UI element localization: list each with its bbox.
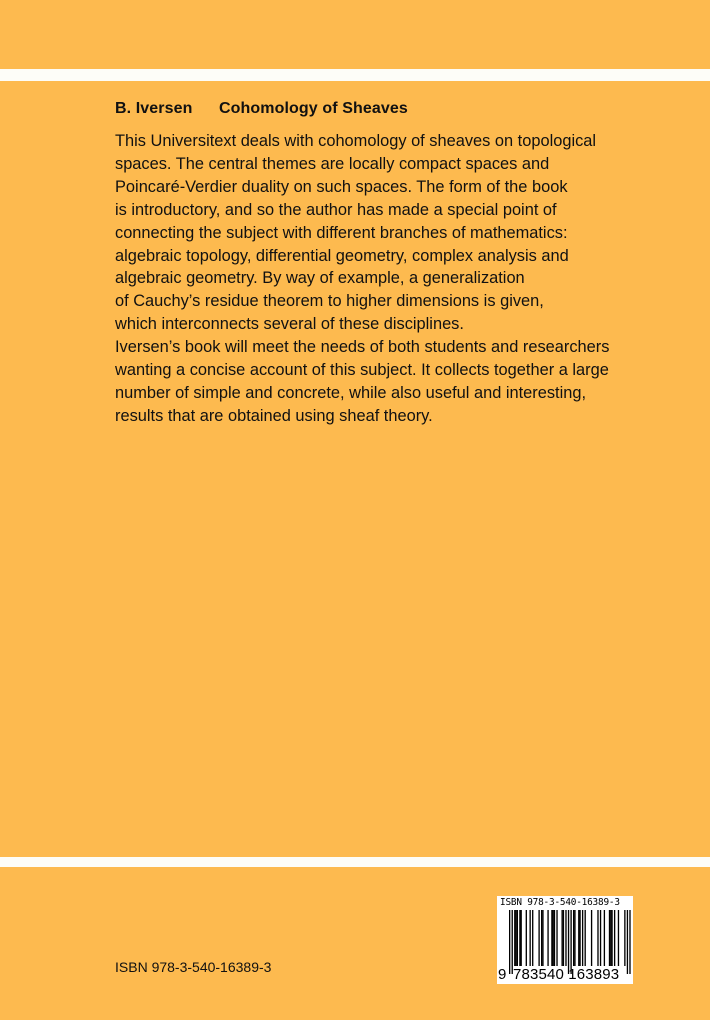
author-name: B. Iversen [115,100,193,117]
barcode-bar [551,910,552,966]
barcode-bar [597,910,598,966]
blurb-line: Poincaré-Verdier duality on such spaces. The form of the book [115,177,568,196]
barcode-bar [574,910,575,966]
barcode-first-digit: 9 [498,966,507,983]
barcode-bar [585,910,586,966]
barcode-bar [532,910,533,966]
barcode-bar [556,910,557,966]
barcode-bar [541,910,542,966]
barcode-bar [629,910,630,974]
blurb-line: number of simple and concrete, while also useful and interesting, [115,383,587,402]
blurb-line: connecting the subject with different branches of mathematics: [115,223,568,242]
barcode-bar [519,910,520,966]
barcode-bar [627,910,628,974]
barcode-bar [573,910,574,966]
blurb-text [115,130,675,428]
barcode-bar [582,910,583,966]
barcode-bar [514,910,515,966]
barcode-bar [521,910,522,966]
barcode-bar [624,910,625,966]
barcode-bar [578,910,579,966]
barcode-bar [591,910,592,966]
barcode-box [497,896,633,984]
barcode-bar [526,910,527,966]
barcode-bar [604,910,605,966]
barcode-bar [611,910,612,966]
blurb-line: This Universitext deals with cohomology of sheaves on topological [115,132,597,150]
blurb-line: of Cauchy’s residue theorem to higher dimensions is given, [115,292,544,311]
blurb-line: spaces. The central themes are locally compact spaces and [115,154,550,173]
barcode-bar [517,910,518,966]
barcode-bar [538,910,539,966]
barcode-digits: 783540 163893 [513,966,620,983]
barcode-bar [568,910,569,974]
barcode-bar [529,910,530,966]
barcode-bar [515,910,516,966]
blurb-line: is introductory, and so the author has made a special point of [115,200,557,219]
barcode-isbn-label: ISBN 978-3-540-16389-3 [500,897,620,908]
blurb-line: algebraic topology, differential geometry, complex analysis and [115,246,569,265]
blurb-line: wanting a concise account of this subject. It collects together a large [115,361,609,380]
bottom-stripe [0,857,710,867]
barcode-bar [561,910,562,966]
barcode-bar [547,910,548,966]
barcode-bar [614,910,615,966]
barcode-bar [570,910,571,974]
blurb-line: Iversen’s book will meet the needs of both students and researchers [115,338,610,357]
blurb-line: results that are obtained using sheaf theory. [115,406,433,425]
barcode-bar [542,910,543,966]
barcode-bar [554,910,555,966]
barcode-bar [553,910,554,966]
barcode-bar [563,910,564,966]
blurb-line: algebraic geometry. By way of example, a generalization [115,269,525,288]
barcode-bar [509,910,510,974]
barcode-bar [618,910,619,966]
barcode-bar [609,910,610,966]
barcode-bar [579,910,580,966]
blurb-line: which interconnects several of these disciplines. [115,315,464,334]
top-stripe [0,69,710,81]
title-line [115,100,408,118]
isbn-text: ISBN 978-3-540-16389-3 [115,959,272,975]
barcode-bar [600,910,601,966]
barcode-bar [610,910,611,966]
barcode-bar [565,910,566,966]
book-title: Cohomology of Sheaves [219,100,408,117]
barcode-bar [512,910,513,974]
